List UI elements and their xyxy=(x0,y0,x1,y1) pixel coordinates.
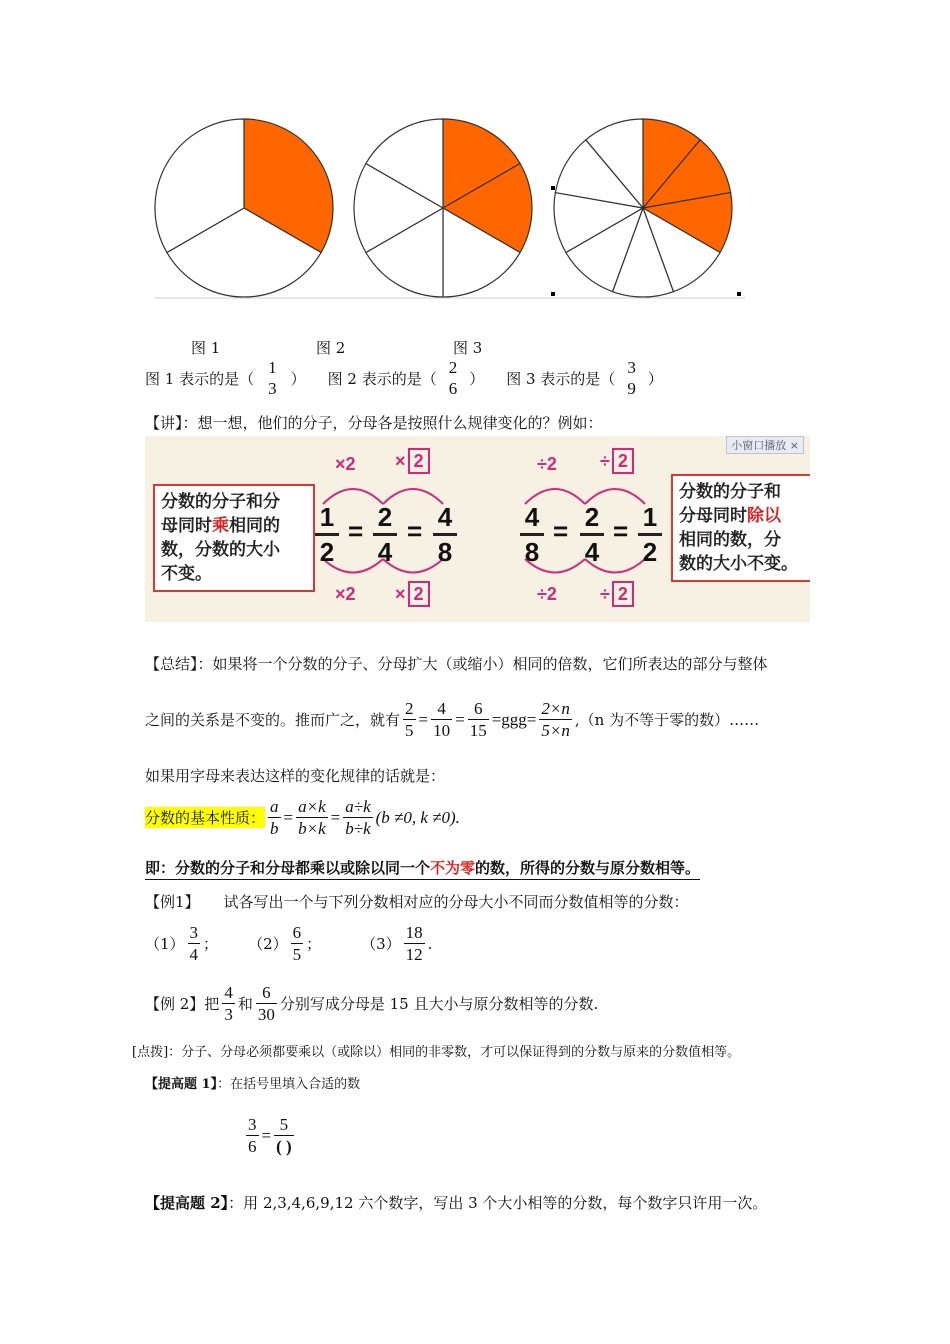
fraction-circles xyxy=(145,118,755,308)
example-1: 【例1】 试各写出一个与下列分数相对应的分母大小不同而分数值相等的分数： xyxy=(145,893,689,911)
basic-property: 分数的基本性质： $\frac{a}{b}$ = $\frac{a\times k}{b\times k}$ = $\frac{a\div k}{b\div k}$ (b ≠0, k ≠0). xyxy=(145,797,460,839)
fraction: $\frac{6}{5}$ xyxy=(292,923,302,965)
answer-3-suffix: ） xyxy=(647,369,663,388)
property-label: 分数的基本性质： xyxy=(145,809,266,828)
fraction: $\frac{a\times k}{b\times k}$ xyxy=(298,797,326,839)
answer-3-prefix: 图 3 表示的是（ xyxy=(506,369,616,388)
equals-sign: = xyxy=(613,516,629,546)
fraction-property-banner xyxy=(145,436,810,622)
fraction: $\frac{a\div k}{b\div k}$ xyxy=(345,797,371,839)
answer-1-suffix: ） xyxy=(290,369,306,388)
hint: [点拨]：分子、分母必须都要乘以（或除以）相同的非零数，才可以保证得到的分数与原来的分数值相等。 xyxy=(132,1045,741,1060)
fraction: $\frac{2\times n}{5\times n}$ xyxy=(541,699,570,741)
answer-2-prefix: 图 2 表示的是（ xyxy=(327,369,437,388)
fraction-2-4: 2 4 xyxy=(580,502,604,567)
equals-sign: = xyxy=(407,516,423,546)
multiply-box-bottom: × 2 xyxy=(395,581,430,607)
figure-label-1: 图 1 xyxy=(191,339,221,357)
fraction: $\frac{2}{5}$ xyxy=(405,699,414,741)
handle-marker xyxy=(737,292,741,296)
summary-line-3: 如果用字母来表达这样的变化规律的话就是： xyxy=(145,767,446,785)
advanced-2: 【提高题 2】：用 2,3,4,6,9,12 六个数字，写出 3 个大小相等的分数，每个数字只许用一次。 xyxy=(145,1194,768,1212)
fraction: $\frac{a}{b}$ xyxy=(270,797,279,839)
fraction: $\frac{6}{15}$ xyxy=(469,699,487,741)
ellipsis-symbol: =ggg= xyxy=(491,709,537,729)
example-1-items: （1） $\frac{3}{4}$ ； （2） $\frac{6}{5}$ ； （3） $\frac{18}{12}$ . xyxy=(145,923,433,965)
divide-label-top: ÷2 xyxy=(537,454,557,474)
fraction: $\frac{4}{10}$ xyxy=(433,699,451,741)
handle-marker xyxy=(551,292,555,296)
figure-label-2: 图 2 xyxy=(316,339,346,357)
advanced-1-equation: $\frac{3}{6}$ = $\frac{5}{( )}$ xyxy=(248,1115,292,1157)
answer-3-fraction: 3 9 xyxy=(627,358,636,399)
divide-label-bottom: ÷2 xyxy=(537,584,557,604)
fraction-1-2: 1 2 xyxy=(315,502,339,567)
window-tag: 小窗口播放 × xyxy=(726,436,804,454)
answer-2-fraction: 2 6 xyxy=(448,358,458,399)
fraction-4-8: 4 8 xyxy=(520,502,544,567)
divide-rule-box: 分数的分子和 分母同时除以 相同的数，分 数的大小不变。 xyxy=(671,474,810,582)
answer-1-prefix: 图 1 表示的是（ xyxy=(145,369,255,388)
fraction: $\frac{3}{4}$ xyxy=(189,923,199,965)
answer-1-fraction: 1 3 xyxy=(268,358,277,399)
lecture-prompt: 【讲】：想一想，他们的分子，分母各是按照什么规律变化的？例如： xyxy=(145,414,603,432)
advanced-1: 【提高题 1】：在括号里填入合适的数 xyxy=(145,1077,361,1092)
summary-line-2: 之间的关系是不变的。推而广之，就有 $\frac{2}{5}$ = $\frac{4}{10}$ = $\frac{6}{15}$ =ggg= $\frac{2\times n}{5\times n}$ ,（n 为不等于零的数）…… xyxy=(145,699,760,741)
fraction-with-blank: $\frac{5}{( )}$ xyxy=(276,1115,292,1157)
equals-sign: = xyxy=(553,516,569,546)
equals-sign: = xyxy=(348,516,364,546)
divide-box-top: ÷ 2 xyxy=(600,448,634,474)
multiply-label-top: ×2 xyxy=(335,454,356,474)
fraction-4-8: 4 8 xyxy=(433,502,457,567)
fraction-2-4: 2 4 xyxy=(373,502,397,567)
example-2: 【例 2】把 $\frac{4}{3}$ 和 $\frac{6}{30}$ 分别写成分母是 15 且大小与原分数相等的分数. xyxy=(145,983,599,1025)
answer-2-suffix: ） xyxy=(469,369,485,388)
divide-box-bottom: ÷ 2 xyxy=(600,581,634,607)
multiply-box-top: × 2 xyxy=(395,448,430,474)
summary-line-1: 【总结】：如果将一个分数的分子、分母扩大（或缩小）相同的倍数，它们所表达的部分与整体 xyxy=(145,655,768,673)
multiply-label-bottom: ×2 xyxy=(335,584,356,604)
handle-marker xyxy=(551,186,555,190)
fraction: $\frac{4}{3}$ xyxy=(224,983,233,1025)
fraction: $\frac{18}{12}$ xyxy=(405,923,423,965)
fraction: $\frac{6}{30}$ xyxy=(257,983,275,1025)
figure-answers xyxy=(145,357,663,400)
multiply-rule-box: 分数的分子和分 母同时乘相同的 数，分数的大小 不变。 xyxy=(153,484,315,592)
fraction-1-2: 1 2 xyxy=(638,502,662,567)
fraction: $\frac{3}{6}$ xyxy=(248,1115,257,1157)
figure-label-3: 图 3 xyxy=(453,339,483,357)
property-rule: 即：分数的分子和分母都乘以或除以同一个不为零的数，所得的分数与原分数相等。 xyxy=(145,857,700,880)
